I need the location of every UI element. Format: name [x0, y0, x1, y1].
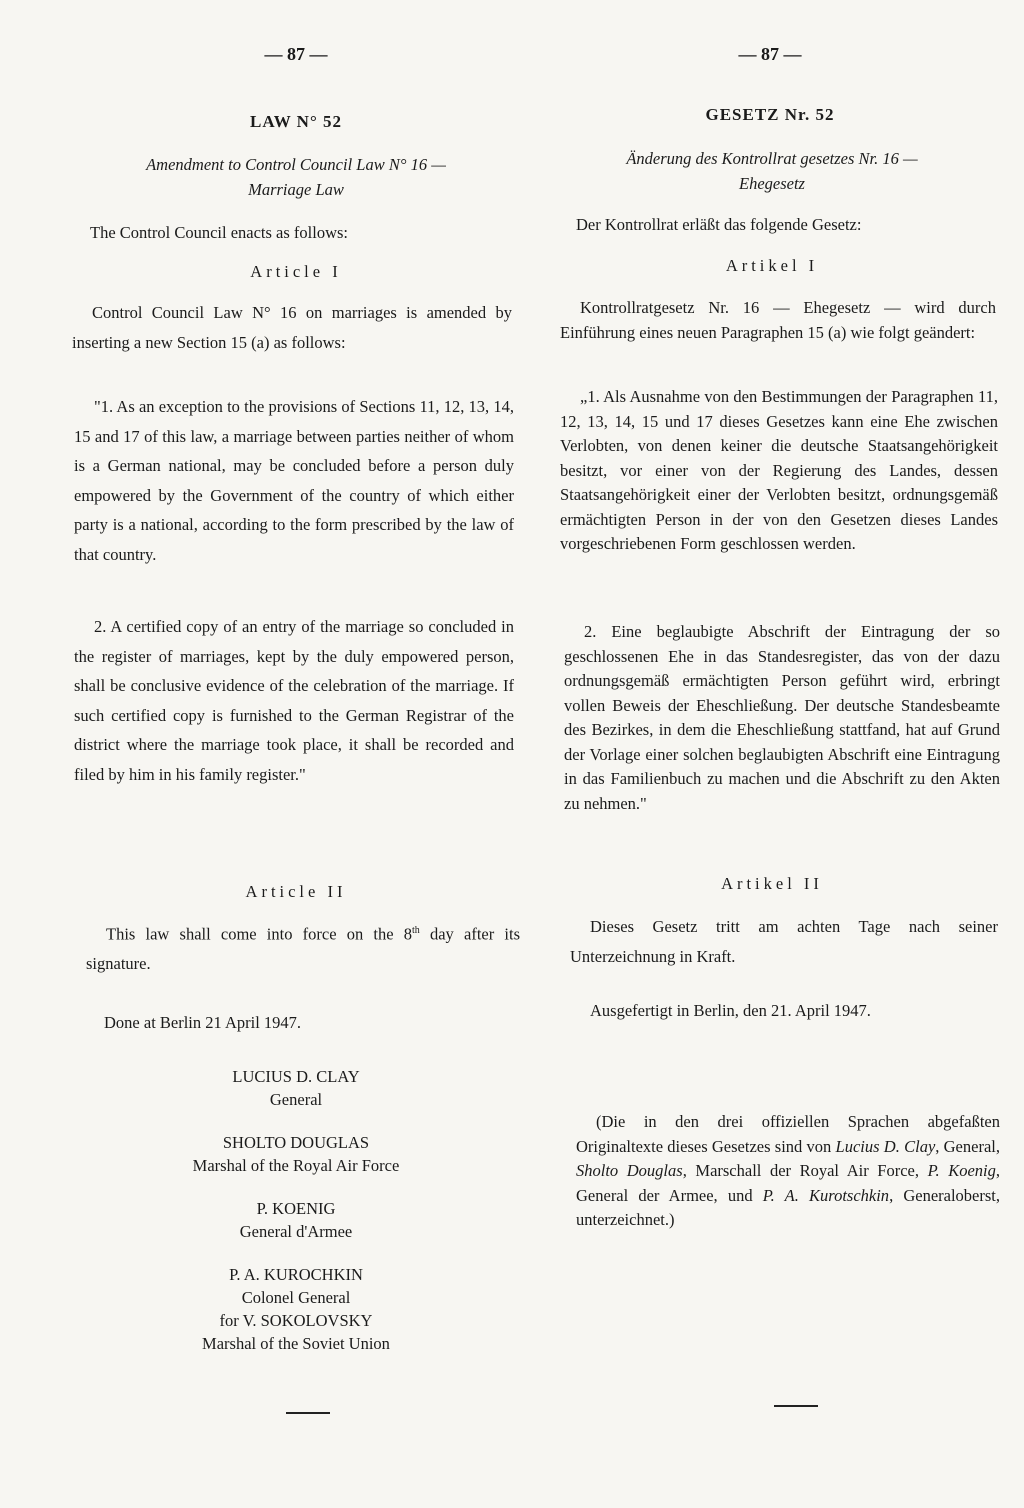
done-at-line: Done at Berlin 21 April 1947. — [104, 1013, 302, 1032]
article-2-heading: Article II — [245, 882, 347, 901]
article-2-text: This law shall come into force on the 8th day after its signature. — [86, 924, 520, 973]
law-subtitle — [552, 146, 992, 196]
subtitle-line-1: Änderung des Kontrollrat gesetzes Nr. 16 — — [626, 149, 918, 168]
closing-rule — [774, 1405, 818, 1407]
done-at-line: Ausgefertigt in Berlin, den 21. April 1947. — [590, 1001, 871, 1020]
subtitle-line-2: Marriage Law — [248, 180, 344, 199]
enacting-clause: Der Kontrollrat erläßt das folgende Gesetz: — [576, 215, 862, 234]
article-2-heading: Artikel II — [721, 874, 823, 893]
article-1-heading: Article I — [250, 262, 342, 281]
section-15a-para-2: 2. A certified copy of an entry of the marriage so concluded in the register of marriages, kept by the duly empowered person, shall be conclusive evidence of the celebration of the marriage. If such certified copy is furnished to the German Registrar of the district where the marriage took place, it shall be recorded and filed by him in his family register." — [74, 617, 514, 784]
signatory-kurochkin: P. A. KUROCHKIN Colonel General for V. SOKOLOVSKY Marshal of the Soviet Union — [202, 1265, 390, 1353]
signatory-douglas: SHOLTO DOUGLAS Marshal of the Royal Air Force — [192, 1133, 400, 1175]
law-title: LAW N° 52 — [250, 112, 342, 131]
page-number: — 87 — — [738, 44, 802, 64]
page-number: — 87 — — [264, 44, 328, 64]
subtitle-line-2: Ehegesetz — [739, 174, 805, 193]
signatory-clay: LUCIUS D. CLAY General — [232, 1067, 360, 1109]
section-15a-para-1: "1. As an exception to the provisions of Sections 11, 12, 13, 14, 15 and 17 of this law, a marriage between parties neither of whom is a German national, may be concluded before a person duly empowered by the Government of the country of which either party is a national, according to the form prescribed by the law of that country. — [74, 397, 514, 564]
article-1-heading: Artikel I — [725, 256, 819, 275]
signatory-koenig: P. KOENIG General d'Armee — [239, 1199, 353, 1241]
law-subtitle — [72, 152, 520, 202]
section-15a-para-2: 2. Eine beglaubigte Abschrift der Eintragung der so geschlossenen Ehe in das Standesregister, das von der dazu ordnungsgemäß ermächtigten Person geführt wird, erbringt vollen Beweis der Eheschließung. Der deutsche Standesbeamte des Bezirkes, in dem die Eheschließung stattfand, hat auf Grund der Vorlage einer solchen beglaubigten Abschrift eine Eintragung in das Familienbuch zu machen und die Abschrift zu den Akten zu nehmen." — [564, 622, 1000, 813]
law-title: GESETZ Nr. 52 — [705, 105, 835, 124]
subtitle-line-1: Amendment to Control Council Law N° 16 — — [146, 155, 446, 174]
enacting-clause: The Control Council enacts as follows: — [90, 223, 348, 242]
signatories-note: (Die in den drei offiziellen Sprachen abgefaßten Originaltexte dieses Gesetzes sind von Lucius D. Clay, General, Sholto Douglas, Marschall der Royal Air Force, P. Koenig, General der Armee, und P. A. Kurotschkin, Generaloberst, unterzeichnet.) — [576, 1112, 1001, 1229]
article-1-text: Control Council Law N° 16 on marriages is amended by inserting a new Section 15 (a) as follows: — [72, 303, 512, 352]
article-2-text: Dieses Gesetz tritt am achten Tage nach seiner Unterzeichnung in Kraft. — [570, 917, 998, 966]
section-15a-para-1: „1. Als Ausnahme von den Bestimmungen der Paragraphen 11, 12, 13, 14, 15 und 17 dieses Gesetzes kann eine Ehe zwischen Verlobten, von denen keiner die deutsche Staatsangehörigkeit besitzt, vor einer von der Regierung des Landes, dessen Staatsangehörigkeit einer der Verlobten besitzt, ordnungsgemäß ermächtigten Person in der von den Gesetzen dieses Landes vorgeschriebenen Form geschlossen werden. — [560, 387, 998, 553]
article-1-text: Kontrollratgesetz Nr. 16 — Ehegesetz — wird durch Einführung eines neuen Paragraphen 15 (a) wie folgt geändert: — [560, 298, 996, 342]
closing-rule — [286, 1412, 330, 1414]
